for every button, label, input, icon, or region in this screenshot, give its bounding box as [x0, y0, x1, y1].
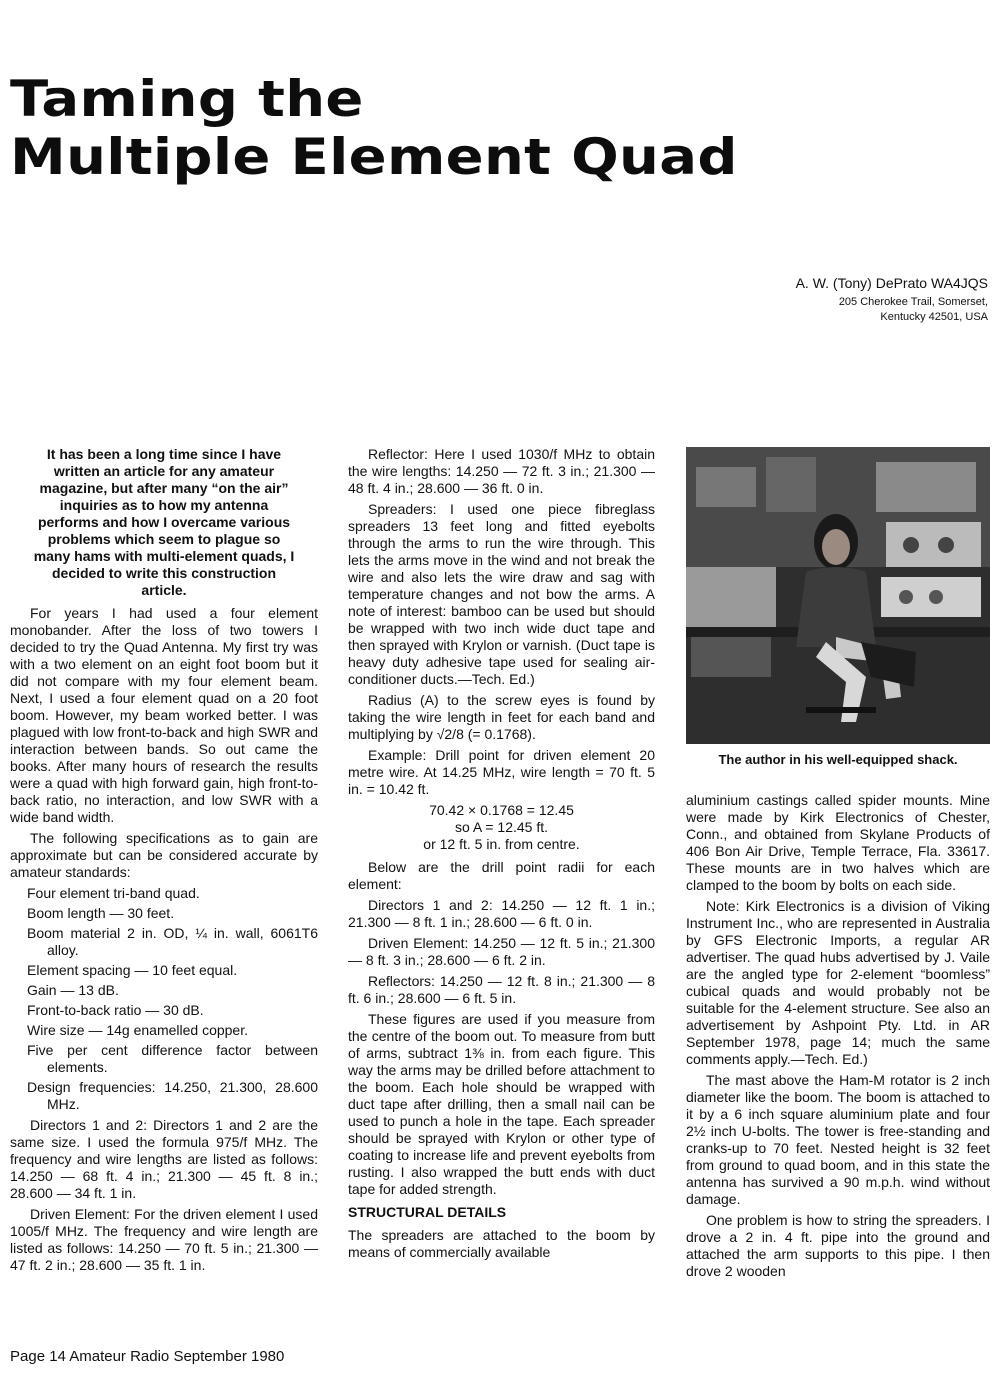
calculation-line: or 12 ft. 5 in. from centre. [423, 836, 580, 852]
photo-caption: The author in his well-equipped shack. [718, 752, 958, 767]
paragraph: Directors 1 and 2: 14.250 — 12 ft. 1 in.; 21.300 — 8 ft. 1 in.; 28.600 — 6 ft. 0 in. [348, 897, 655, 930]
shack-photo-illustration [686, 447, 990, 744]
author-address-line-1: 205 Cherokee Trail, Somerset, [838, 296, 988, 308]
paragraph: Below are the drill point radii for each element: [348, 859, 655, 892]
paragraph: The following specifications as to gain are approximate but can be considered accurate by amateur standards: [10, 830, 318, 880]
article-title [10, 70, 738, 186]
paragraph: Spreaders: I used one piece fibreglass spreaders 13 feet long and fitted eyebolts through the arms to run the wire through. This lets the arms move in the wind and not break the wire and also lets the wire draw and sag with temperature changes and not bow the arms. A note of interest: bamboo can be used but should be wrapped with two inch wide duct tape and then sprayed with Krylon or varnish. (Duct tape is heavy duty adhesive tape used for sealing air-conditioner ducts.—Tech. Ed.) [348, 501, 655, 687]
spec-item: Boom material 2 in. OD, ¼ in. wall, 6061T6 alloy. [27, 925, 318, 958]
spec-item: Gain — 13 dB. [27, 982, 119, 998]
paragraph: One problem is how to string the spreaders. I drove a 2 in. 4 ft. pipe into the ground and attached the arm supports to this pipe. I then drove 2 wooden [686, 1212, 990, 1279]
author-name: A. W. (Tony) DePrato WA4JQS [795, 275, 988, 291]
paragraph: Driven Element: 14.250 — 12 ft. 5 in.; 21.300 — 8 ft. 3 in.; 28.600 — 6 ft. 2 in. [348, 935, 655, 968]
author-photo [686, 447, 990, 744]
paragraph: Radius (A) to the screw eyes is found by taking the wire length in feet for each band and multiplying by √2/8 (= 0.1768). [348, 692, 655, 742]
paragraph: The mast above the Ham-M rotator is 2 inch diameter like the boom. The boom is attached to it by a 6 inch square aluminium plate and four 2½ inch U-bolts. The tower is free-standing and cranks-up to 70 feet. Nested height is 32 feet from ground to quad boom, and in this state the antenna has survived a 90 m.p.h. wind without damage. [686, 1072, 990, 1207]
spec-item: Element spacing — 10 feet equal. [27, 962, 238, 978]
column-3 [686, 792, 990, 1284]
paragraph: Note: Kirk Electronics is a division of Viking Instrument Inc., who are represented in Australia by GFS Electronic Imports, a regular AR advertiser. The quad hubs advertised by J. Vaile are the angled type for 2-element “boomless” cubical quads and would probably not be suitable for the 4-element structure. See also an advertisement by Ashpoint Pty. Ltd. in AR September 1978, page 14; much the same comments apply.—Tech. Ed.) [686, 898, 990, 1067]
paragraph: Directors 1 and 2: Directors 1 and 2 are the same size. I used the formula 975/f MHz. The frequency and wire lengths are listed as follows: 14.250 — 68 ft. 4 in.; 21.300 — 45 ft. 8 in.; 28.600 — 34 ft. 1 in. [10, 1117, 318, 1201]
paragraph: aluminium castings called spider mounts. Mine were made by Kirk Electronics of Chester, Conn., and obtained from Skylane Products of 406 Bon Air Drive, Temple Terrace, Fla. 33617. These mounts are in two halves which are clamped to the boom by bolts on each side. [686, 792, 990, 893]
paragraph: For years I had used a four element monobander. After the loss of two towers I decided to try the Quad Antenna. My first try was with a two element on an eight foot boom but it did not compare with my four element beam. Next, I used a four element quad on a 20 foot boom. However, my beam worked better. I was plagued with low front-to-back and high SWR and interaction between bands. So out came the books. After many hours of research the results were a quad with high forward gain, high front-to-back ratio, no interaction, and low SWR with a wide band width. [10, 605, 318, 825]
paragraph: Reflector: Here I used 1030/f MHz to obtain the wire lengths: 14.250 — 72 ft. 3 in.; 21.300 — 48 ft. 4 in.; 28.600 — 36 ft. 0 in. [348, 446, 655, 496]
paragraph: These figures are used if you measure from the centre of the boom out. To measure from butt of arms, subtract 1⅜ in. from each figure. This way the arms may be drilled before attachment to the boom. Each hole should be wrapped with duct tape after drilling, then a small nail can be used to punch a hole in the tape. Each spreader should be sprayed with Krylon or other type of coating to increase life and prevent eyebolts from rusting. I also wrapped the butt ends with duct tape for added strength. [348, 1011, 655, 1197]
calculation-line: 70.42 × 0.1768 = 12.45 [429, 802, 574, 818]
spec-item: Four element tri-band quad. [27, 885, 200, 901]
spec-item: Five per cent difference factor between elements. [27, 1042, 318, 1075]
lead-paragraph: It has been a long time since I have written an article for any amateur magazine, but after many “on the air” inquiries as to how my antenna performs and how I overcame various problems which seem to plague so many hams with multi-element quads, I decided to write this construction article. [33, 446, 295, 598]
author-address-line-2: Kentucky 42501, USA [880, 311, 988, 323]
spec-item: Design frequencies: 14.250, 21.300, 28.600 MHz. [27, 1079, 318, 1112]
section-heading: STRUCTURAL DETAILS [348, 1204, 507, 1220]
author-byline [796, 275, 988, 325]
spec-item: Wire size — 14g enamelled copper. [27, 1022, 248, 1038]
paragraph: Example: Drill point for driven element 20 metre wire. At 14.25 MHz, wire length = 70 ft. 5 in. = 10.42 ft. [348, 747, 655, 797]
calculation-block [348, 802, 655, 853]
spec-item: Front-to-back ratio — 30 dB. [27, 1002, 204, 1018]
specifications-list [10, 885, 318, 1113]
title-line-1: Taming the [10, 70, 364, 128]
spec-item: Boom length — 30 feet. [27, 905, 175, 921]
column-2 [348, 446, 655, 1265]
paragraph: Driven Element: For the driven element I used 1005/f MHz. The frequency and wire length are listed as follows: 14.250 — 70 ft. 5 in.; 21.300 — 47 ft. 2 in.; 28.600 — 35 ft. 1 in. [10, 1206, 318, 1273]
paragraph: The spreaders are attached to the boom by means of commercially available [348, 1227, 655, 1260]
column-1 [10, 446, 318, 1278]
page-footer: Page 14 Amateur Radio September 1980 [10, 1348, 285, 1365]
paragraph: Reflectors: 14.250 — 12 ft. 8 in.; 21.300 — 8 ft. 6 in.; 28.600 — 6 ft. 5 in. [348, 973, 655, 1006]
title-line-2: Multiple Element Quad [10, 128, 738, 186]
calculation-line: so A = 12.45 ft. [454, 819, 549, 835]
